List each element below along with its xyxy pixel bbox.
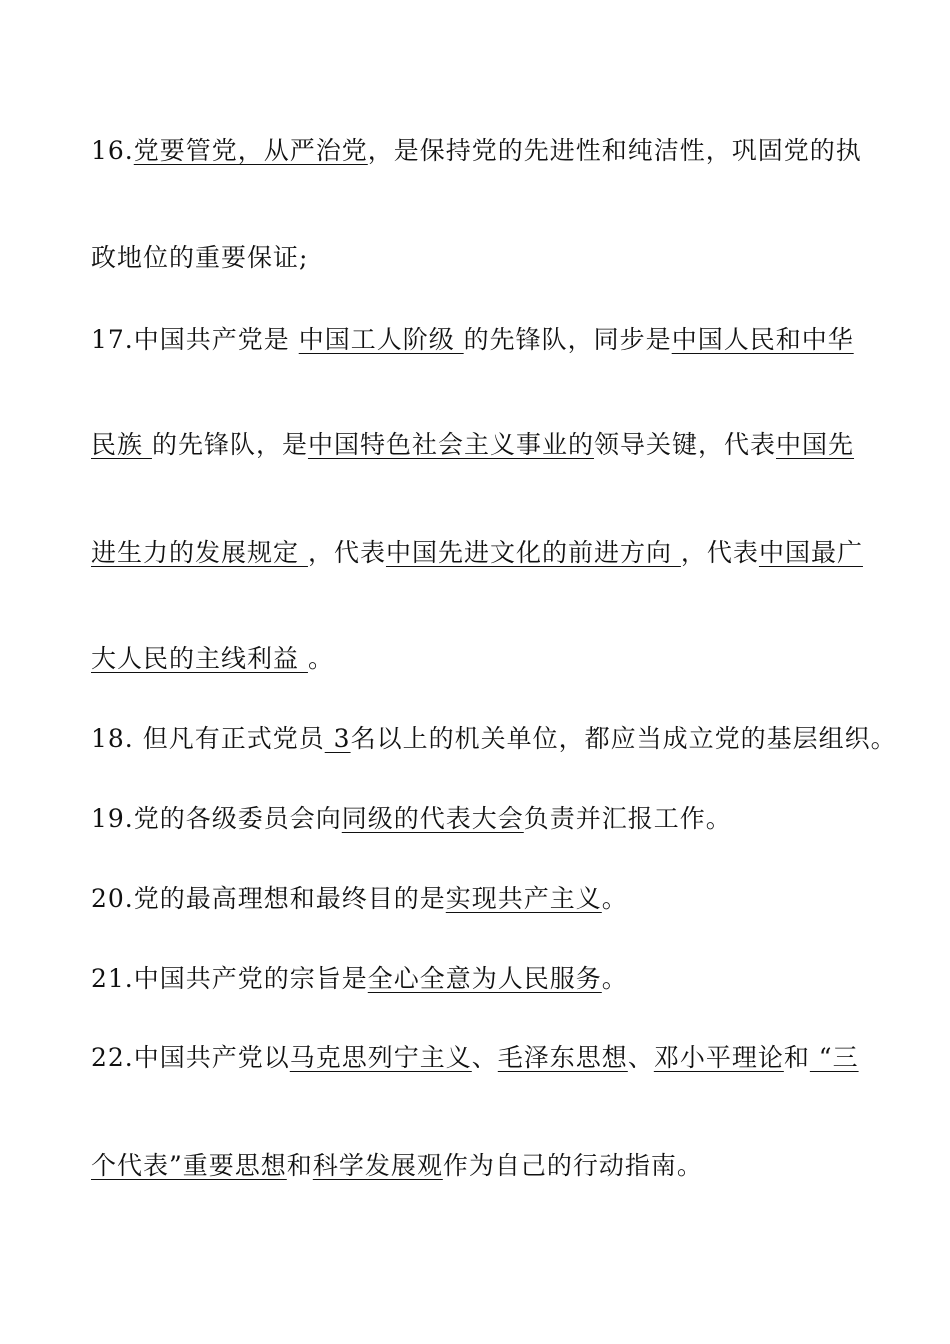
- underlined-answer: 中国先进文化的前进方向: [385, 538, 681, 567]
- text-segment: ，代表: [680, 538, 759, 567]
- underlined-answer: 全心全意为人民服务: [367, 964, 602, 993]
- text-line: [91, 427, 854, 463]
- text-line: [91, 322, 854, 358]
- text-segment: 的先锋队，同步是: [463, 325, 672, 354]
- underlined-answer: 3: [324, 724, 351, 753]
- underlined-answer: “三: [809, 1043, 859, 1072]
- underlined-answer: 中国人民和中华: [671, 325, 854, 354]
- text-segment: 名以上的机关单位，都应当成立党的基层组织。: [350, 724, 897, 753]
- text-line: [91, 961, 628, 997]
- underlined-answer: 同级的代表大会: [341, 804, 524, 833]
- text-line: [91, 1040, 859, 1076]
- text-line: [91, 721, 897, 757]
- text-segment: 17.中国共产党是: [91, 325, 299, 354]
- underlined-answer: 大人民的主线利益: [91, 644, 308, 673]
- underlined-answer: 邓小平理论: [653, 1043, 784, 1072]
- underlined-answer: 个代表”重要思想: [91, 1151, 287, 1180]
- underlined-answer: 中国特色社会主义事业的: [307, 430, 594, 459]
- text-segment: 、: [627, 1043, 654, 1072]
- underlined-answer: 中国工人阶级: [298, 325, 464, 354]
- underlined-answer: 科学发展观: [312, 1151, 443, 1180]
- underlined-answer: 马克思列宁主义: [289, 1043, 472, 1072]
- text-segment: 18. 但凡有正式党员: [91, 724, 325, 753]
- underlined-answer: 中国最广: [758, 538, 863, 567]
- text-segment: 领导关键，代表: [593, 430, 776, 459]
- text-segment: 和: [783, 1043, 810, 1072]
- text-segment: ，代表: [307, 538, 386, 567]
- text-line: [91, 133, 862, 169]
- underlined-answer: 实现共产主义: [445, 884, 602, 913]
- text-segment: 16.: [91, 136, 134, 165]
- text-segment: 21.中国共产党的宗旨是: [91, 964, 368, 993]
- underlined-answer: 中国先: [776, 430, 855, 459]
- text-line: [91, 641, 334, 677]
- text-segment: 20.党的最高理想和最终目的是: [91, 884, 446, 913]
- text-segment: 。: [601, 884, 628, 913]
- text-line: [91, 535, 863, 571]
- text-segment: 。: [307, 644, 334, 673]
- text-line: [91, 881, 628, 917]
- text-segment: 19.党的各级委员会向: [91, 804, 342, 833]
- text-segment: 、: [471, 1043, 498, 1072]
- text-line: [91, 801, 732, 837]
- underlined-answer: 进生力的发展规定: [91, 538, 308, 567]
- underlined-answer: 党要管党，从严治党: [133, 136, 368, 165]
- underlined-answer: 毛泽东思想: [497, 1043, 628, 1072]
- text-segment: 22.中国共产党以: [91, 1043, 290, 1072]
- text-segment: 作为自己的行动指南。: [442, 1151, 703, 1180]
- text-segment: 负责并汇报工作。: [523, 804, 732, 833]
- text-line: [91, 240, 308, 276]
- text-segment: 和: [286, 1151, 313, 1180]
- text-segment: 的先锋队，是: [151, 430, 308, 459]
- text-segment: 。: [601, 964, 628, 993]
- underlined-answer: 民族: [91, 430, 152, 459]
- text-segment: 政地位的重要保证;: [91, 243, 309, 272]
- text-line: [91, 1148, 703, 1184]
- text-segment: ，是保持党的先进性和纯洁性，巩固党的执: [367, 136, 862, 165]
